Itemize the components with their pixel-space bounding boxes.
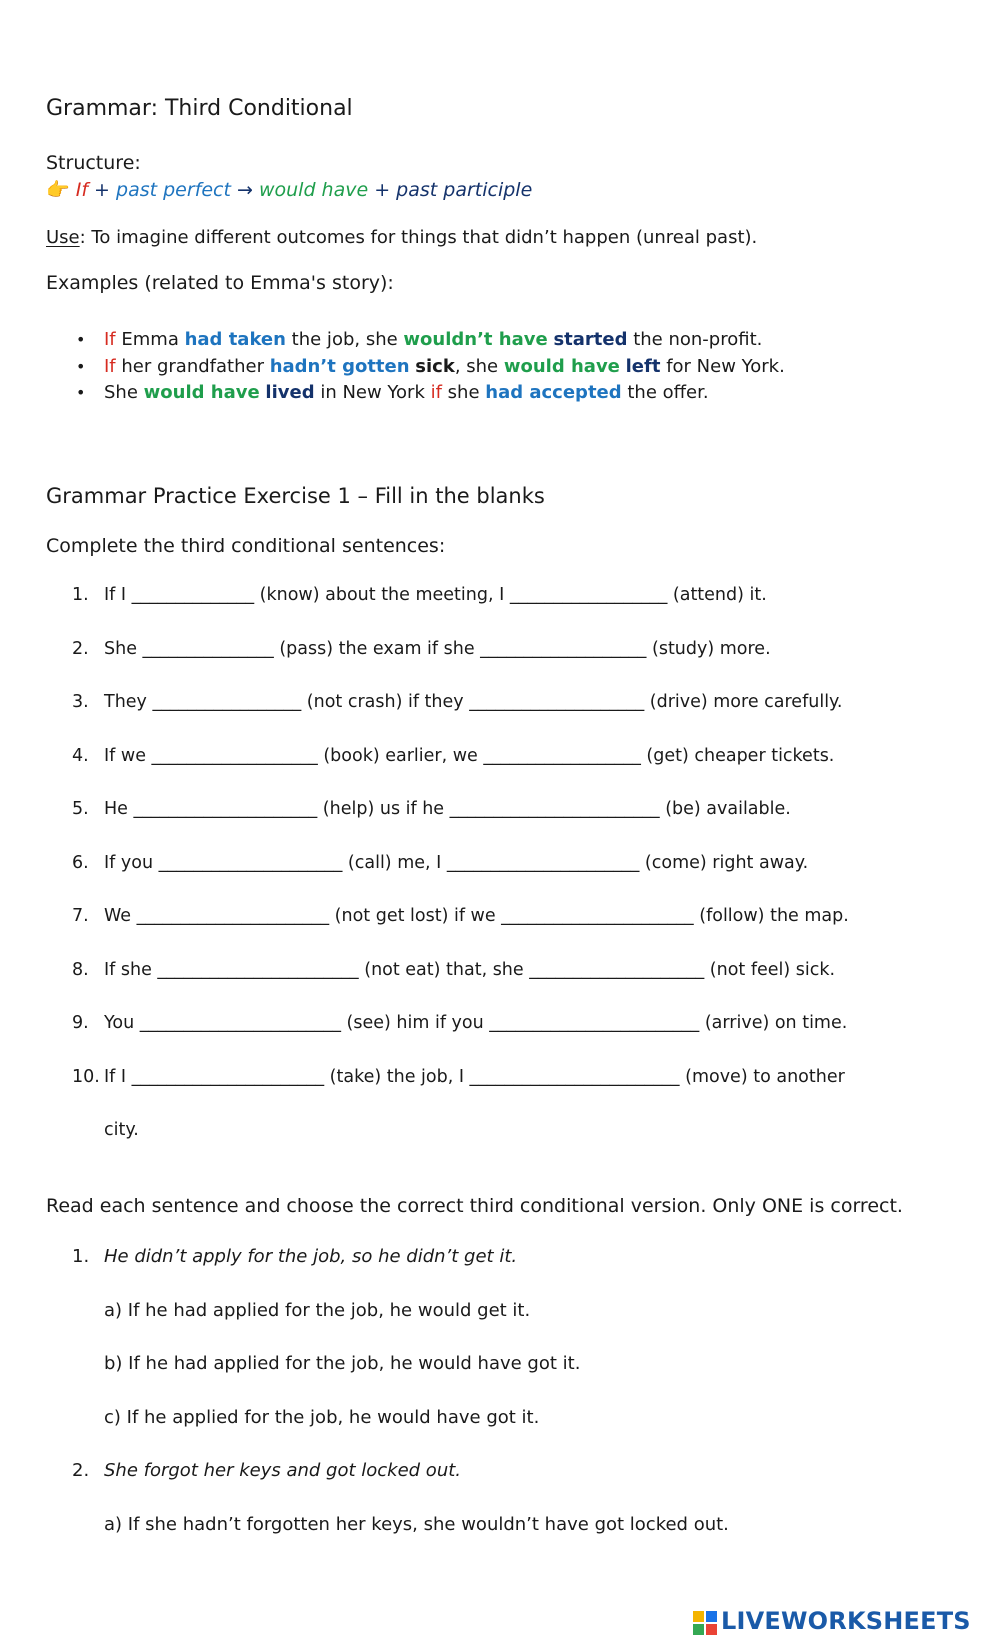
exercise2-list xyxy=(72,1245,952,1566)
example-item: • If her grandfather hadn’t gotten sick, she would have left for New York. xyxy=(76,354,785,381)
exercise1-title: Grammar Practice Exercise 1 – Fill in the blanks xyxy=(46,484,545,508)
exercise-item[interactable]: 9. You _______________________ (see) him if you ________________________ (arrive) on time. xyxy=(72,1013,848,1033)
exercise1-list xyxy=(72,583,952,1172)
exercise1-instruction: Complete the third conditional sentences: xyxy=(46,535,446,557)
exercise-item[interactable]: 7. We ______________________ (not get lost) if we ______________________ (follow) the map. xyxy=(72,906,849,926)
exercise-item[interactable]: 8. If she _______________________ (not eat) that, she ____________________ (not feel) sick. xyxy=(72,959,836,980)
answer-option[interactable]: b) If he had applied for the job, he would have got it. xyxy=(104,1353,581,1374)
page-title: Grammar: Third Conditional xyxy=(46,96,353,121)
examples-list xyxy=(76,327,785,407)
example-item: • If Emma had taken the job, she wouldn’t have started the non-profit. xyxy=(76,327,785,354)
exercise-item[interactable]: 10. If I ______________________ (take) the job, I ________________________ (move) to another xyxy=(72,1066,845,1087)
exercise-item-continuation: city. xyxy=(104,1120,139,1140)
answer-option[interactable]: c) If he applied for the job, he would have got it. xyxy=(104,1406,540,1428)
liveworksheets-logo-icon xyxy=(693,1611,717,1635)
use-description: Use: To imagine different outcomes for things that didn’t happen (unreal past). xyxy=(46,227,758,248)
question: 2. She forgot her keys and got locked out. xyxy=(72,1460,462,1481)
example-item: • She would have lived in New York if she had accepted the offer. xyxy=(76,380,785,407)
structure-formula: 👉 If + past perfect → would have + past participle xyxy=(46,179,533,201)
logo-text: LIVEWORKSHEETS xyxy=(721,1607,971,1635)
question: 1. He didn’t apply for the job, so he didn’t get it. xyxy=(72,1246,518,1267)
examples-label: Examples (related to Emma's story): xyxy=(46,272,394,294)
pointing-hand-icon: 👉 xyxy=(46,179,70,201)
exercise-item[interactable]: 2. She _______________ (pass) the exam if she ___________________ (study) more. xyxy=(72,638,771,659)
exercise-item[interactable]: 1. If I ______________ (know) about the meeting, I __________________ (attend) it. xyxy=(72,585,767,605)
liveworksheets-logo[interactable] xyxy=(693,1607,989,1637)
exercise2-instruction: Read each sentence and choose the correct third conditional version. Only ONE is correct. xyxy=(46,1195,903,1217)
exercise-item[interactable]: 3. They _________________ (not crash) if they ____________________ (drive) more carefully. xyxy=(72,692,843,712)
exercise-item[interactable]: 5. He _____________________ (help) us if he ________________________ (be) available. xyxy=(72,799,791,819)
structure-label: Structure: xyxy=(46,152,141,174)
exercise-item[interactable]: 6. If you _____________________ (call) me, I ______________________ (come) right away. xyxy=(72,852,809,873)
exercise-item[interactable]: 4. If we ___________________ (book) earlier, we __________________ (get) cheaper tickets. xyxy=(72,745,835,766)
answer-option[interactable]: a) If she hadn’t forgotten her keys, she wouldn’t have got locked out. xyxy=(104,1513,729,1535)
answer-option[interactable]: a) If he had applied for the job, he would get it. xyxy=(104,1299,531,1321)
